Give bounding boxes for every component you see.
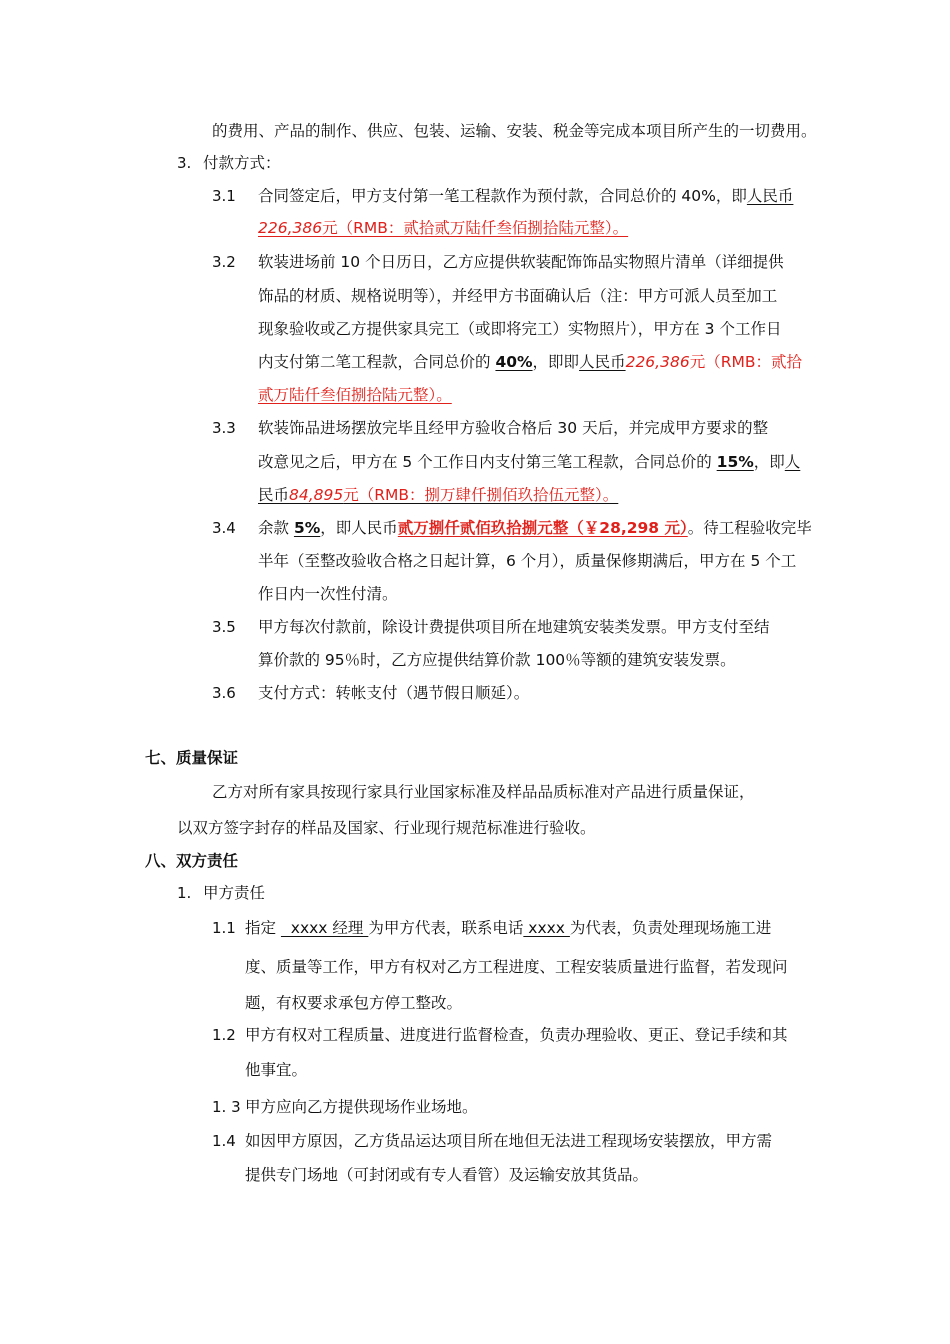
item-1-1-number: 1.1: [212, 919, 236, 937]
item-3-1-amount-words: 元（RMB：贰拾贰万陆仟叁佰捌拾陆元整）。: [322, 219, 629, 237]
item-3-2-line-2: 饰品的材质、规格说明等），并经甲方书面确认后（注：甲方可派人员至加工: [258, 287, 778, 305]
item-3-5-line-2: 算价款的 95％时，乙方应提供结算价款 100％等额的建筑安装发票。: [258, 651, 736, 669]
item-3-2-amount: 226,386: [625, 353, 690, 371]
item-3-2-number: 3.2: [212, 253, 236, 271]
section-7-line-2: 以双方签字封存的样品及国家、行业现行规范标准进行验收。: [177, 819, 596, 837]
payment-title: 付款方式：: [203, 154, 281, 172]
item-3-3-line-2: [258, 452, 800, 472]
item-3-1-amount: 226,386: [258, 219, 323, 237]
item-3-4-line-3: 作日内一次性付清。: [258, 585, 398, 603]
item-1-1-line-1: [245, 918, 771, 938]
item-1-1-line-2: 度、质量等工作，甲方有权对乙方工程进度、工程安装质量进行监督，若发现问: [245, 958, 788, 976]
item-3-2-line-4: [258, 352, 802, 372]
item-3-4-line-2: 半年（至整改验收合格之日起计算，6 个月），质量保修期满后，甲方在 5 个工: [258, 552, 797, 570]
item-1-2-line-2: 他事宜。: [245, 1061, 308, 1079]
item-3-3-line-1: 软装饰品进场摆放完毕且经甲方验收合格后 30 天后，并完成甲方要求的整: [258, 419, 769, 437]
item-3-6-line-1: 支付方式：转帐支付（遇节假日顺延）。: [258, 684, 530, 702]
section-7-line-1: 乙方对所有家具按现行家具行业国家标准及样品品质标准对产品进行质量保证，: [212, 783, 755, 801]
item-3-4-text-2: ，即人民币: [320, 519, 398, 537]
item-3-2-amount-words: 元（RMB：贰拾: [689, 353, 802, 371]
item-3-4-number: 3.4: [212, 519, 236, 537]
item-3-1-currency: 人民币: [746, 187, 794, 205]
item-3-2-line-1: 软装进场前 10 个日历日，乙方应提供软装配饰饰品实物照片清单（详细提供: [258, 253, 784, 271]
item-3-4-text-3: 。待工程验收完毕: [687, 519, 812, 537]
item-3-2-currency: 人民币: [579, 353, 626, 371]
item-3-3-percent: 15%: [716, 453, 754, 471]
item-1-1-text-2: 为甲方代表，联系电话: [368, 919, 524, 937]
item-1-1-representative: xxxx 经理: [280, 919, 369, 937]
item-3-6-number: 3.6: [212, 684, 236, 702]
item-3-1-line-1: [258, 186, 793, 206]
item-3-3-amount-words: 元（RMB：捌万肆仟捌佰玖拾伍元整）。: [343, 486, 619, 504]
item-3-4-amount: 贰万捌仟贰佰玖拾捌元整（￥28,298 元）: [397, 519, 688, 537]
item-3-3-text: 改意见之后，甲方在 5 个工作日内支付第三笔工程款，合同总价的: [258, 453, 717, 471]
item-1-3-number: 1. 3: [212, 1098, 241, 1116]
item-3-2-percent: 40%: [495, 353, 533, 371]
section-8-heading: 八、双方责任: [145, 852, 239, 870]
item-1-1-text-3: 为代表，负责处理现场施工进: [569, 919, 772, 937]
item-3-4-percent: 5%: [293, 519, 321, 537]
item-3-3-text-2: ，即: [753, 453, 785, 471]
item-3-1-line-2: [258, 218, 628, 238]
item-3-3-currency-b: 民币: [258, 486, 290, 504]
item-1-4-line-1: 如因甲方原因，乙方货品运达项目所在地但无法进工程现场安装摆放，甲方需: [245, 1132, 773, 1150]
item-1-2-line-1: 甲方有权对工程质量、进度进行监督检查，负责办理验收、更正、登记手续和其: [245, 1026, 788, 1044]
item-3-5-number: 3.5: [212, 618, 236, 636]
item-3-3-number: 3.3: [212, 419, 236, 437]
payment-number: 3.: [177, 154, 192, 172]
item-1-1-phone: xxxx: [523, 919, 570, 937]
item-3-3-amount: 84,895: [289, 486, 344, 504]
section-8-sub-number: 1.: [177, 884, 192, 902]
section-8-sub-title: 甲方责任: [203, 884, 266, 902]
item-3-2-line-5: 贰万陆仟叁佰捌拾陆元整）。: [258, 386, 452, 404]
section-7-heading: 七、质量保证: [145, 749, 239, 767]
intro-line: 的费用、产品的制作、供应、包装、运输、安装、税金等完成本项目所产生的一切费用。: [212, 122, 817, 140]
item-1-1-line-3: 题，有权要求承包方停工整改。: [245, 994, 463, 1012]
item-1-4-number: 1.4: [212, 1132, 236, 1150]
item-3-4-line-1: [258, 518, 812, 538]
item-3-5-line-1: 甲方每次付款前，除设计费提供项目所在地建筑安装类发票。甲方支付至结: [258, 618, 770, 636]
item-3-1-text: 合同签定后，甲方支付第一笔工程款作为预付款，合同总价的 40%，即: [258, 187, 747, 205]
item-3-2-text: 内支付第二笔工程款，合同总价的: [258, 353, 496, 371]
item-3-2-text-2: ，即即: [532, 353, 580, 371]
item-3-2-line-3: 现象验收或乙方提供家具完工（或即将完工）实物照片），甲方在 3 个工作日: [258, 320, 782, 338]
item-3-4-text: 余款: [258, 519, 294, 537]
item-1-4-line-2: 提供专门场地（可封闭或有专人看管）及运输安放其货品。: [245, 1166, 649, 1184]
item-1-3-line-1: 甲方应向乙方提供现场作业场地。: [245, 1098, 478, 1116]
item-1-1-text: 指定: [245, 919, 281, 937]
item-3-3-line-3: [258, 485, 618, 505]
item-3-1-number: 3.1: [212, 187, 236, 205]
item-1-2-number: 1.2: [212, 1026, 236, 1044]
item-3-3-currency-a: 人: [784, 453, 801, 471]
